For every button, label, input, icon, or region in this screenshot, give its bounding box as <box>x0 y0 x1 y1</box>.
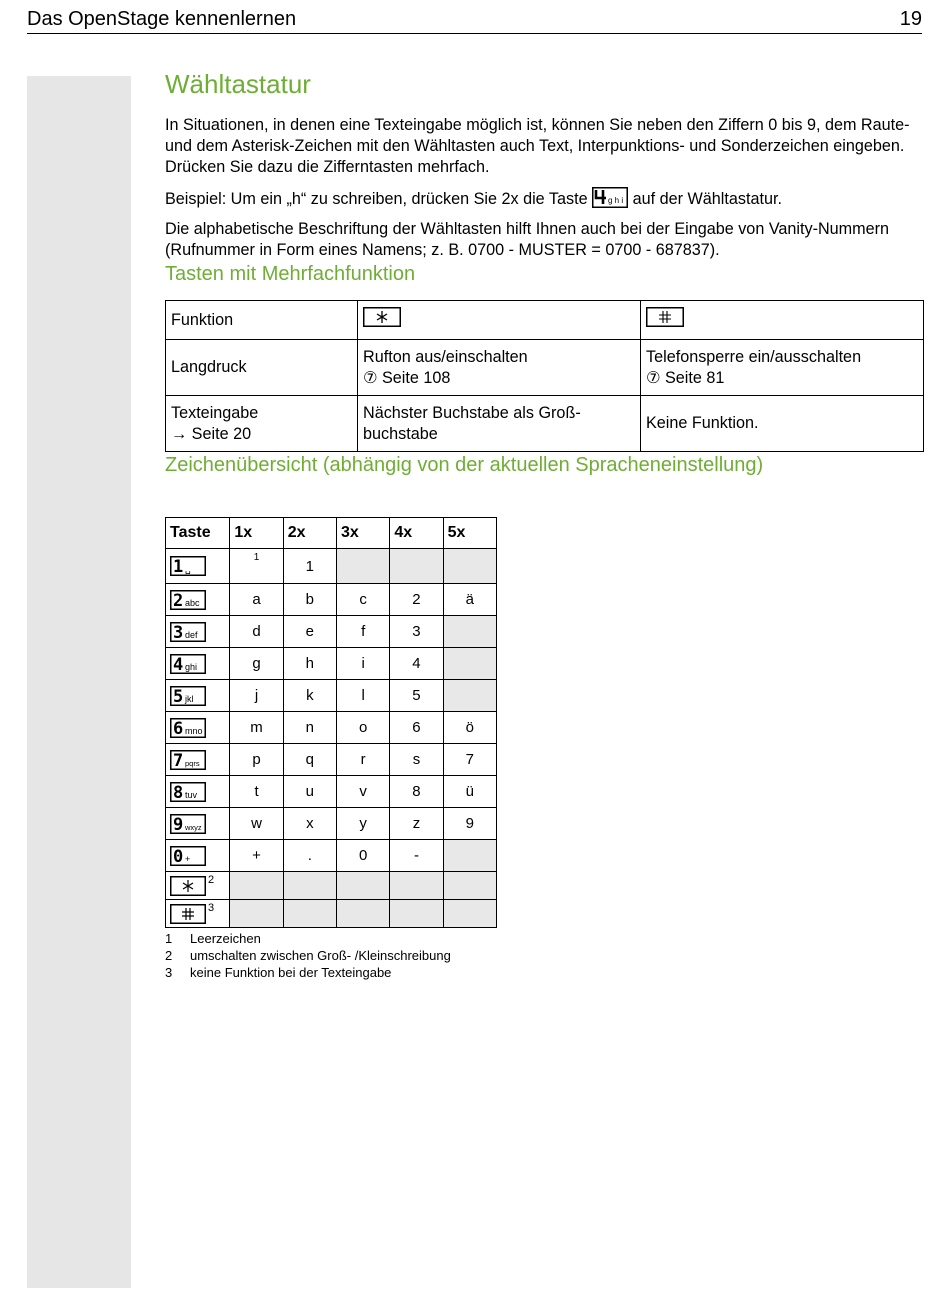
char-cell: ö <box>443 712 496 744</box>
key-cell <box>166 680 230 712</box>
key-letters: ghi <box>185 661 198 672</box>
key-letters: def <box>185 629 198 640</box>
key-cell <box>166 840 230 872</box>
char-cell: w <box>230 808 283 840</box>
char-cell: j <box>230 680 283 712</box>
char-cell: s <box>390 744 443 776</box>
char-cell: - <box>390 840 443 872</box>
char-cell: ä <box>443 584 496 616</box>
char-cell <box>443 900 496 928</box>
char-cell: b <box>283 584 336 616</box>
table-row <box>166 900 497 928</box>
char-cell: 4 <box>390 648 443 680</box>
char-cell <box>230 872 283 900</box>
char-cell: ü <box>443 776 496 808</box>
char-cell <box>443 549 496 584</box>
char-cell: r <box>337 744 390 776</box>
char-cell <box>443 840 496 872</box>
key-3-icon <box>170 622 206 642</box>
table-row <box>166 744 497 776</box>
char-cell: n <box>283 712 336 744</box>
footnote-number: 2 <box>165 948 173 963</box>
page-reference: ⑦ Seite 108 <box>363 368 451 387</box>
function-header-label: Funktion <box>166 301 358 340</box>
table-row <box>166 301 924 340</box>
char-cell: 8 <box>390 776 443 808</box>
key-cell <box>166 808 230 840</box>
key-digit: 3 <box>173 622 184 642</box>
key-5-icon <box>170 686 206 706</box>
table-row <box>166 840 497 872</box>
char-cell: 5 <box>390 680 443 712</box>
paragraph-example-end: auf der Wähltastatur. <box>632 190 782 208</box>
key-4-icon <box>170 654 206 674</box>
key-7-icon <box>170 750 206 770</box>
char-cell: i <box>337 648 390 680</box>
paragraph-example-start: Beispiel: Um ein „h“ zu schreiben, drücken Sie 2x die Taste <box>165 190 588 208</box>
footnote-number: 3 <box>165 965 173 980</box>
char-cell: + <box>230 840 283 872</box>
page-reference: → Seite 20 <box>171 424 252 443</box>
table-row <box>166 584 497 616</box>
key-9-icon <box>170 814 206 834</box>
footnote-text: Leerzeichen <box>190 931 261 946</box>
table-row <box>166 549 497 584</box>
char-cell: e <box>283 616 336 648</box>
char-cell: v <box>337 776 390 808</box>
column-header: Taste <box>166 518 230 549</box>
hash-key-icon <box>646 307 684 327</box>
paragraph-vanity: Die alphabetische Beschriftung der Wähltasten hilft Ihnen auch bei der Eingabe von Vanity-Nummern (Rufnummer in Form eines Namens; z. B. 0700 - MUSTER = 0700 - 687837). <box>165 220 890 259</box>
char-cell: 3 <box>390 616 443 648</box>
char-cell: p <box>230 744 283 776</box>
table-row <box>166 776 497 808</box>
char-cell: d <box>230 616 283 648</box>
char-cell <box>390 900 443 928</box>
page-number: 19 <box>899 8 922 30</box>
table-row <box>166 340 924 396</box>
char-cell <box>283 872 336 900</box>
paragraph-example <box>165 187 922 210</box>
footnote <box>165 964 922 981</box>
char-cell: u <box>283 776 336 808</box>
content <box>165 68 922 981</box>
section-heading-characters: Zeichenübersicht (abhängig von der aktuellen Spracheneinstellung) <box>165 454 764 476</box>
footnote <box>165 930 922 947</box>
char-cell: 2 <box>390 584 443 616</box>
key-cell <box>166 584 230 616</box>
char-cell <box>443 648 496 680</box>
key-cell <box>166 744 230 776</box>
char-cell <box>230 900 283 928</box>
table-row <box>166 808 497 840</box>
column-header: 1x <box>230 518 283 549</box>
table-row <box>166 712 497 744</box>
key-cell <box>166 776 230 808</box>
key-letters: pqrs <box>185 758 200 768</box>
key-star-icon <box>170 876 206 896</box>
footnote <box>165 947 922 964</box>
hash-textinput: Keine Funktion. <box>641 396 924 452</box>
char-cell: f <box>337 616 390 648</box>
side-bar <box>27 76 131 1288</box>
char-cell <box>443 872 496 900</box>
key-letters: + <box>185 853 191 864</box>
section-heading-multifunction: Tasten mit Mehrfachfunktion <box>165 263 416 285</box>
key-digit: 8 <box>173 782 184 802</box>
star-key-icon <box>363 307 401 327</box>
key-1-icon <box>170 556 206 576</box>
char-cell <box>390 872 443 900</box>
char-cell <box>283 900 336 928</box>
key-cell <box>166 616 230 648</box>
key-digit: 1 <box>173 557 184 576</box>
table-row <box>166 648 497 680</box>
char-cell: 1 <box>283 549 336 584</box>
table-row <box>166 680 497 712</box>
footnote-marker: 3 <box>208 902 215 914</box>
footnote-text: keine Funktion bei der Texteingabe <box>190 965 392 980</box>
table-header-row <box>166 518 497 549</box>
char-cell: y <box>337 808 390 840</box>
key-digit: 2 <box>173 590 184 610</box>
header-title: Das OpenStage kennenlernen <box>27 8 297 30</box>
key-cell <box>166 872 230 900</box>
footnote-number: 1 <box>165 931 173 946</box>
char-cell: a <box>230 584 283 616</box>
page-title: Wähltastatur <box>165 69 311 99</box>
table-row <box>166 872 497 900</box>
key-digit: 9 <box>173 814 184 834</box>
footnotes <box>165 930 922 981</box>
svg-text:g h i: g h i <box>608 196 624 205</box>
char-cell <box>390 549 443 584</box>
cell-text: Nächster Buchstabe als Groß- <box>363 403 581 422</box>
key-8-icon <box>170 782 206 802</box>
star-key-header <box>358 301 641 340</box>
page-header <box>27 6 922 34</box>
char-cell: x <box>283 808 336 840</box>
char-cell: z <box>390 808 443 840</box>
row-label-textinput <box>166 396 358 452</box>
char-cell: c <box>337 584 390 616</box>
key-letters: jkl <box>185 693 194 704</box>
cell-text: Rufton aus/einschalten <box>363 347 528 366</box>
key-cell <box>166 900 230 928</box>
char-cell <box>337 872 390 900</box>
star-textinput <box>358 396 641 452</box>
char-cell: 1 <box>230 549 283 584</box>
row-label-longpress: Langdruck <box>166 340 358 396</box>
char-cell <box>443 680 496 712</box>
char-cell: t <box>230 776 283 808</box>
key-6-icon <box>170 718 206 738</box>
hash-longpress <box>641 340 924 396</box>
star-longpress <box>358 340 641 396</box>
key-cell <box>166 549 230 584</box>
char-cell: . <box>283 840 336 872</box>
cell-text: Telefonsperre ein/ausschalten <box>646 347 862 366</box>
cell-text: Texteingabe <box>171 403 259 422</box>
character-table <box>165 517 497 928</box>
column-header: 4x <box>390 518 443 549</box>
key-letters: ␣ <box>185 564 191 574</box>
key-digit: 5 <box>173 686 184 706</box>
table-row <box>166 396 924 452</box>
key-letters: mno <box>185 725 203 736</box>
char-cell: 9 <box>443 808 496 840</box>
key-letters: abc <box>185 597 200 608</box>
page-reference: ⑦ Seite 81 <box>646 368 725 387</box>
char-cell: 7 <box>443 744 496 776</box>
column-header: 2x <box>283 518 336 549</box>
key-hash-icon <box>170 904 206 924</box>
hash-key-header <box>641 301 924 340</box>
key-digit: 7 <box>173 750 184 770</box>
column-header: 3x <box>337 518 390 549</box>
footnote-text: umschalten zwischen Groß- /Kleinschreibung <box>190 948 451 963</box>
key-cell <box>166 712 230 744</box>
char-cell: g <box>230 648 283 680</box>
key-digit: 0 <box>173 846 184 866</box>
key-digit: 6 <box>173 718 184 738</box>
char-cell: q <box>283 744 336 776</box>
key-letters: tuv <box>185 789 198 800</box>
key-4-ghi-icon <box>592 187 628 208</box>
key-digit: 4 <box>173 654 184 674</box>
char-cell <box>443 616 496 648</box>
char-cell: h <box>283 648 336 680</box>
key-0-icon <box>170 846 206 866</box>
paragraph-intro: In Situationen, in denen eine Texteingabe möglich ist, können Sie neben den Ziffern 0 bis 9, dem Raute- und dem Asterisk-Zeichen mit den Wähltasten auch Text, Interpunktions- und Sonderzeichen eingeben. Drücken Sie dazu die Zifferntasten mehrfach. <box>165 116 910 176</box>
char-cell: l <box>337 680 390 712</box>
key-cell <box>166 648 230 680</box>
char-cell <box>337 549 390 584</box>
function-table <box>165 300 924 452</box>
column-header: 5x <box>443 518 496 549</box>
footnote-marker: 2 <box>208 874 215 886</box>
char-cell <box>337 900 390 928</box>
table-row <box>166 616 497 648</box>
cell-text: buchstabe <box>363 424 438 443</box>
char-cell: 6 <box>390 712 443 744</box>
char-cell: o <box>337 712 390 744</box>
key-2-icon <box>170 590 206 610</box>
key-letters: wxyz <box>185 822 202 832</box>
char-cell: 0 <box>337 840 390 872</box>
char-cell: m <box>230 712 283 744</box>
char-cell: k <box>283 680 336 712</box>
